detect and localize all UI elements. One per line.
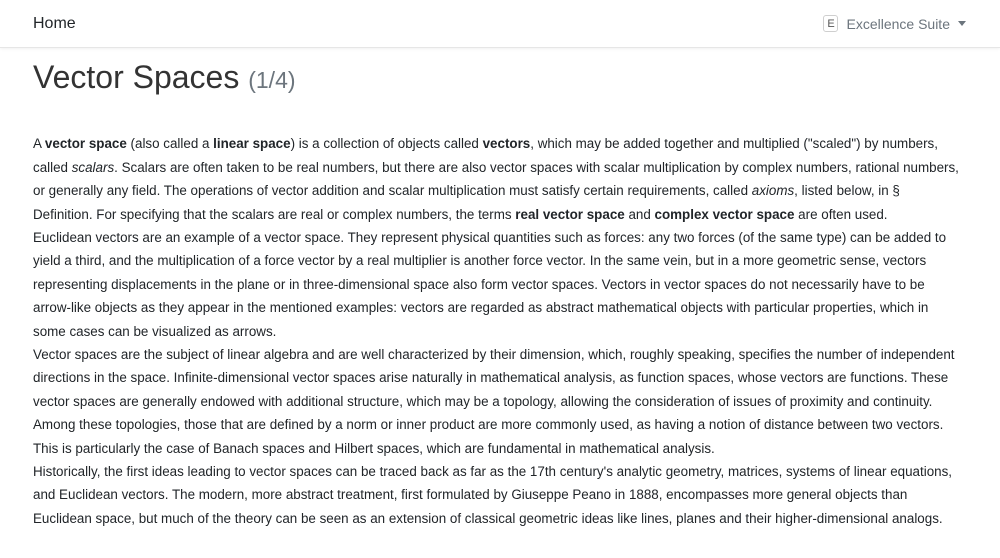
text-run: are often used. xyxy=(794,206,888,222)
caret-down-icon xyxy=(958,21,966,26)
text-run: A xyxy=(33,136,45,152)
suite-icon: E xyxy=(823,15,838,32)
suite-label: Excellence Suite xyxy=(846,15,950,32)
page-counter: (1/4) xyxy=(248,67,296,93)
bold-term: vector space xyxy=(44,136,127,152)
text-run: . Scalars are often taken to be real numbers, but there are also vector spaces with scalar multiplication by complex numbers, rational numbers, or generally any field. The operations of vector addition and scalar multiplication must satisfy certain requirements, called xyxy=(33,159,959,199)
text-run: (also called a xyxy=(126,136,214,152)
bold-term: vectors xyxy=(482,136,531,152)
text-run: ) is a collection of objects called xyxy=(290,136,483,152)
text-run: and xyxy=(624,206,655,222)
italic-term: scalars xyxy=(71,159,115,175)
text-run: , which may be added together and multiplied ("scaled") by numbers, called xyxy=(33,136,938,175)
suite-dropdown[interactable] xyxy=(823,15,966,32)
text-run: , listed below, in § Definition. For specifying that the scalars are real or complex numbers, the terms xyxy=(33,183,900,222)
paragraph-euclidean: Euclidean vectors are an example of a vector space. They represent physical quantities such as forces: any two forces (of the same type) can be added to yield a third, and the multiplication of a force vector by a real multiplier is another force vector. In the same vein, but in a more geometric sense, vectors representing displacements in the plane or in three-dimensional space also form vector spaces. Vectors in vector spaces do not necessarily have to be arrow-like objects as they appear in the mentioned examples: vectors are regarded as abstract mathematical objects with particular properties, which in some cases can be visualized as arrows. xyxy=(33,230,947,339)
page-title xyxy=(33,58,962,96)
top-navbar xyxy=(0,0,1000,48)
home-link[interactable]: Home xyxy=(33,14,76,32)
bold-term: complex vector space xyxy=(654,206,795,222)
main-content xyxy=(0,58,1000,530)
italic-term: axioms xyxy=(751,183,795,199)
paragraph-linear-algebra: Vector spaces are the subject of linear algebra and are well characterized by their dimension, which, roughly speaking, specifies the number of independent directions in the space. Infinite-dimensional vector spaces arise naturally in mathematical analysis, as function spaces, whose vectors are functions. These vector spaces are generally endowed with additional structure, which may be a topology, allowing the consideration of issues of proximity and continuity. Among these topologies, those that are defined by a norm or inner product are more commonly used, as having a notion of distance between two vectors. This is particularly the case of Banach spaces and Hilbert spaces, which are fundamental in mathematical analysis. xyxy=(33,347,955,456)
paragraph-history: Historically, the first ideas leading to vector spaces can be traced back as far as the 17th century's analytic geometry, matrices, systems of linear equations, and Euclidean vectors. The modern, more abstract treatment, first formulated by Giuseppe Peano in 1888, encompasses more general objects than Euclidean space, but much of the theory can be seen as an extension of classical geometric ideas like lines, planes and their higher-dimensional analogs. xyxy=(33,464,953,526)
bold-term: linear space xyxy=(213,136,291,152)
page-title-text: Vector Spaces xyxy=(33,59,240,95)
bold-term: real vector space xyxy=(515,206,625,222)
article-body xyxy=(33,132,962,530)
paragraph-definition xyxy=(33,132,962,226)
